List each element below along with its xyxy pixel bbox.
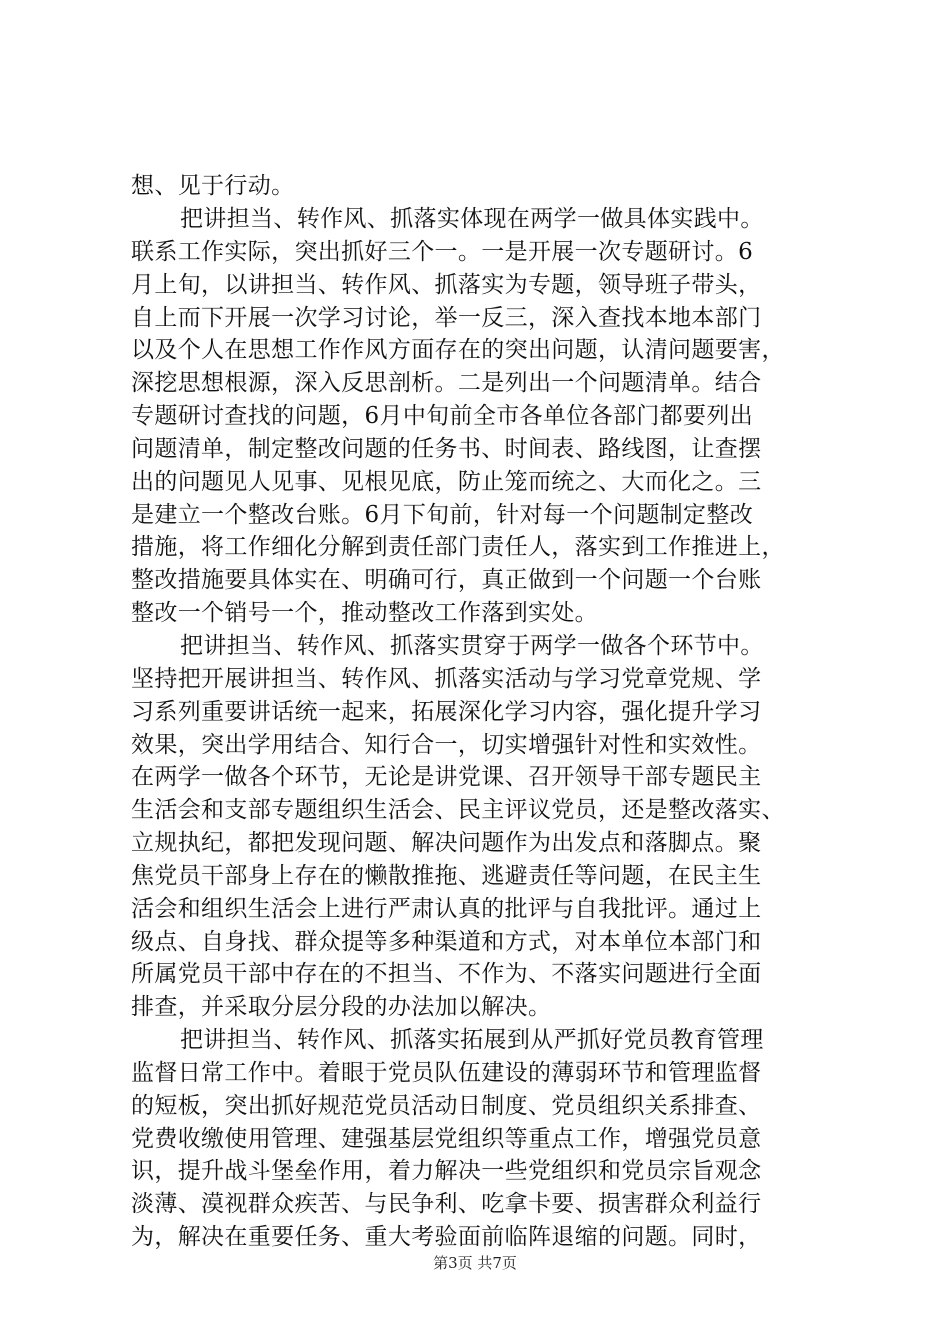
text-line: 所属党员干部中存在的不担当、不作为、不落实问题进行全面: [131, 961, 762, 987]
text-line: 为，解决在重要任务、重大考验面前临阵退缩的问题。同时，: [131, 1224, 762, 1250]
text-line: 出的问题见人见事、见根见底，防止笼而统之、大而化之。三: [131, 469, 762, 495]
text-line: 识，提升战斗堡垒作用，着力解决一些党组织和党员宗旨观念: [131, 1158, 762, 1184]
text-line: 整改一个销号一个，推动整改工作落到实处。: [131, 600, 598, 626]
text-line: 整改措施要具体实在、明确可行，真正做到一个问题一个台账: [131, 567, 762, 593]
text-line: 监督日常工作中。着眼于党员队伍建设的薄弱环节和管理监督: [131, 1060, 762, 1086]
text-line: 淡薄、漠视群众疾苦、与民争利、吃拿卡要、损害群众利益行: [131, 1191, 762, 1217]
paragraph-start-line: 把讲担当、转作风、抓落实拓展到从严抓好党员教育管理: [180, 1027, 764, 1053]
paragraph-start-line: 把讲担当、转作风、抓落实贯穿于两学一做各个环节中。: [180, 633, 764, 659]
text-line: 的短板，突出抓好规范党员活动日制度、党员组织关系排查、: [131, 1093, 762, 1119]
text-line: 专题研讨查找的问题，6月中旬前全市各单位各部门都要列出: [131, 403, 754, 429]
text-line: 活会和组织生活会上进行严肃认真的批评与自我批评。通过上: [131, 896, 762, 922]
text-line: 自上而下开展一次学习讨论，举一反三，深入查找本地本部门: [131, 305, 762, 331]
text-line: 级点、自身找、群众提等多种渠道和方式，对本单位本部门和: [131, 929, 762, 955]
text-line: 立规执纪，都把发现问题、解决问题作为出发点和落脚点。聚: [131, 830, 762, 856]
text-line: 月上旬，以讲担当、转作风、抓落实为专题，领导班子带头，: [131, 272, 762, 298]
text-line: 措施，将工作细化分解到责任部门责任人，落实到工作推进上，: [131, 534, 785, 560]
text-line: 联系工作实际，突出抓好三个一。一是开展一次专题研讨。6: [131, 239, 754, 265]
text-line: 坚持把开展讲担当、转作风、抓落实活动与学习党章党规、学: [131, 666, 762, 692]
text-line: 焦党员干部身上存在的懒散推拖、逃避责任等问题，在民主生: [131, 863, 762, 889]
text-line: 以及个人在思想工作作风方面存在的突出问题，认清问题要害，: [131, 337, 785, 363]
text-line: 习系列重要讲话统一起来，拓展深化学习内容，强化提升学习: [131, 699, 762, 725]
text-line: 是建立一个整改台账。6月下旬前，针对每一个问题制定整改: [131, 502, 754, 528]
paragraph-start-line: 把讲担当、转作风、抓落实体现在两学一做具体实践中。: [180, 206, 764, 232]
text-line: 效果，突出学用结合、知行合一，切实增强针对性和实效性。: [131, 732, 762, 758]
text-line: 在两学一做各个环节，无论是讲党课、召开领导干部专题民主: [131, 764, 762, 790]
text-line: 想、见于行动。: [131, 173, 295, 199]
text-line: 问题清单，制定整改问题的任务书、时间表、路线图，让查摆: [131, 436, 762, 462]
page-number-footer: 第3页 共7页: [433, 1254, 517, 1272]
text-line: 排查，并采取分层分段的办法加以解决。: [131, 994, 552, 1020]
text-line: 深挖思想根源，深入反思剖析。二是列出一个问题清单。结合: [131, 370, 762, 396]
text-line: 党费收缴使用管理、建强基层党组织等重点工作，增强党员意: [131, 1126, 762, 1152]
text-line: 生活会和支部专题组织生活会、民主评议党员，还是整改落实、: [131, 797, 785, 823]
